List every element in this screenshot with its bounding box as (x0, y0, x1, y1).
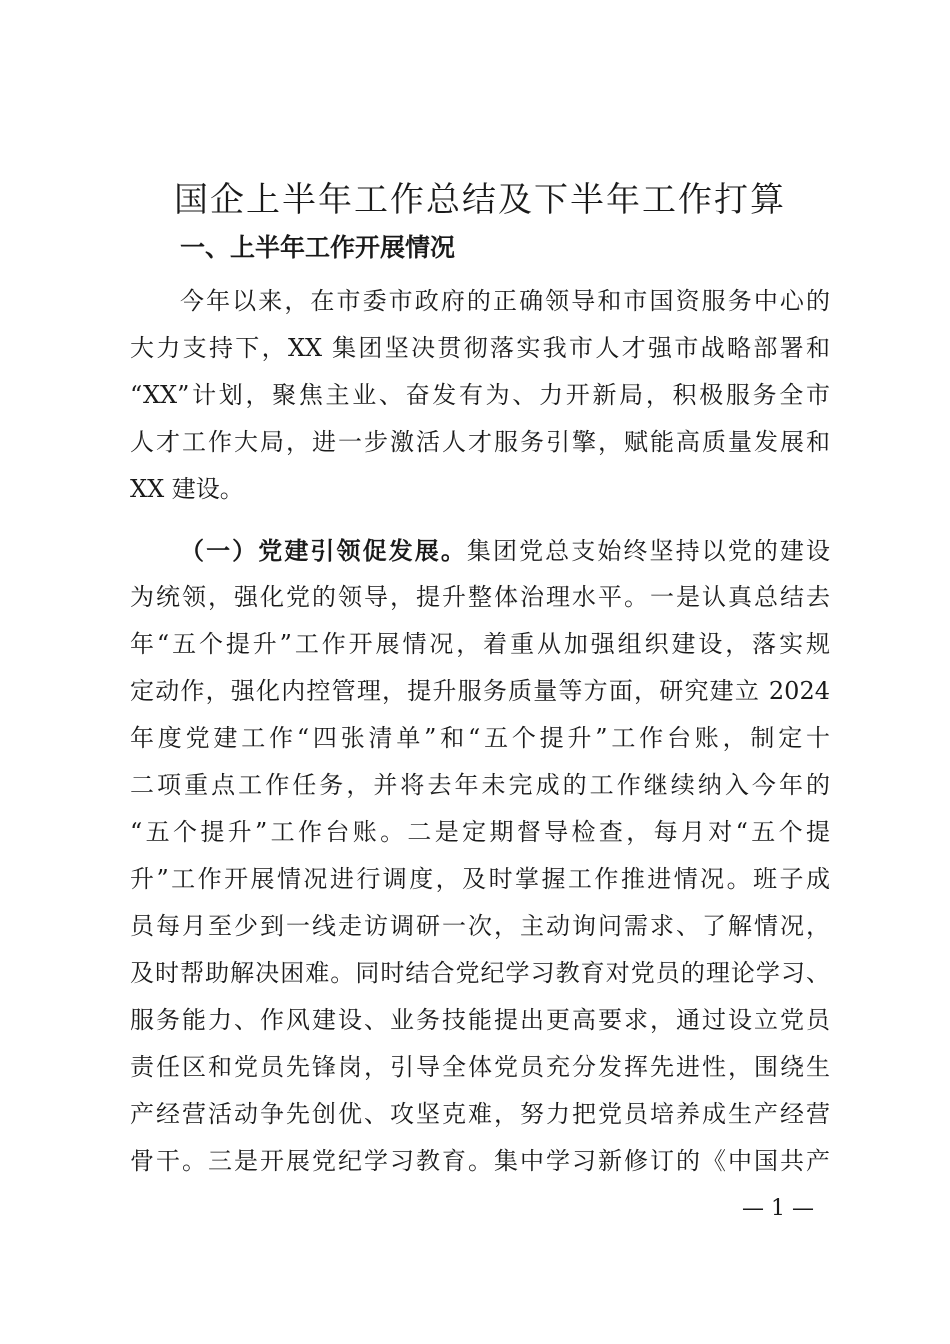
page-number: — 1 — (742, 1196, 814, 1221)
paragraph-line (130, 527, 830, 574)
paragraph-line: “XX”计划，聚焦主业、奋发有为、力开新局，积极服务全市 (130, 381, 830, 409)
paragraph-line: 及时帮助解决困难。同时结合党纪学习教育对党员的理论学习、 (130, 959, 830, 987)
paragraph-line: 为统领，强化党的领导，提升整体治理水平。一是认真总结去 (130, 583, 830, 611)
document-title: 国企上半年工作总结及下半年工作打算 (174, 180, 786, 220)
paragraph-gap (130, 513, 830, 527)
paragraph-line: 员每月至少到一线走访调研一次，主动询问需求、了解情况， (130, 912, 830, 940)
section-heading: 一、上半年工作开展情况 (180, 233, 456, 262)
paragraph-line-rest: 集团党总支始终坚持以党的建设 (466, 537, 831, 565)
paragraph-line: 服务能力、作风建设、业务技能提出更高要求，通过设立党员 (130, 1006, 830, 1034)
body-text (130, 278, 830, 1185)
paragraph-line: 人才工作大局，进一步激活人才服务引擎，赋能高质量发展和 (130, 428, 830, 456)
paragraph-line: 年“五个提升”工作开展情况，着重从加强组织建设，落实规 (130, 630, 830, 658)
paragraph-line: XX 建设。 (130, 475, 244, 503)
subsection-heading: （一）党建引领促发展。 (180, 536, 467, 565)
paragraph-line: 定动作，强化内控管理，提升服务质量等方面，研究建立 2024 (130, 677, 830, 705)
paragraph-line: 责任区和党员先锋岗，引导全体党员充分发挥先进性，围绕生 (130, 1053, 830, 1081)
paragraph-line: 升”工作开展情况进行调度，及时掌握工作推进情况。班子成 (130, 865, 830, 893)
paragraph-line: 年度党建工作“四张清单”和“五个提升”工作台账，制定十 (130, 724, 830, 752)
paragraph-line: 二项重点工作任务，并将去年未完成的工作继续纳入今年的 (130, 771, 830, 799)
paragraph-line: “五个提升”工作台账。二是定期督导检查，每月对“五个提 (130, 818, 830, 846)
paragraph-line: 产经营活动争先创优、攻坚克难，努力把党员培养成生产经营 (130, 1100, 830, 1128)
paragraph-line: 今年以来，在市委市政府的正确领导和市国资服务中心的 (180, 287, 830, 315)
paragraph-line: 大力支持下，XX 集团坚决贯彻落实我市人才强市战略部署和 (130, 334, 830, 362)
paragraph-line: 骨干。三是开展党纪学习教育。集中学习新修订的《中国共产 (130, 1147, 830, 1175)
